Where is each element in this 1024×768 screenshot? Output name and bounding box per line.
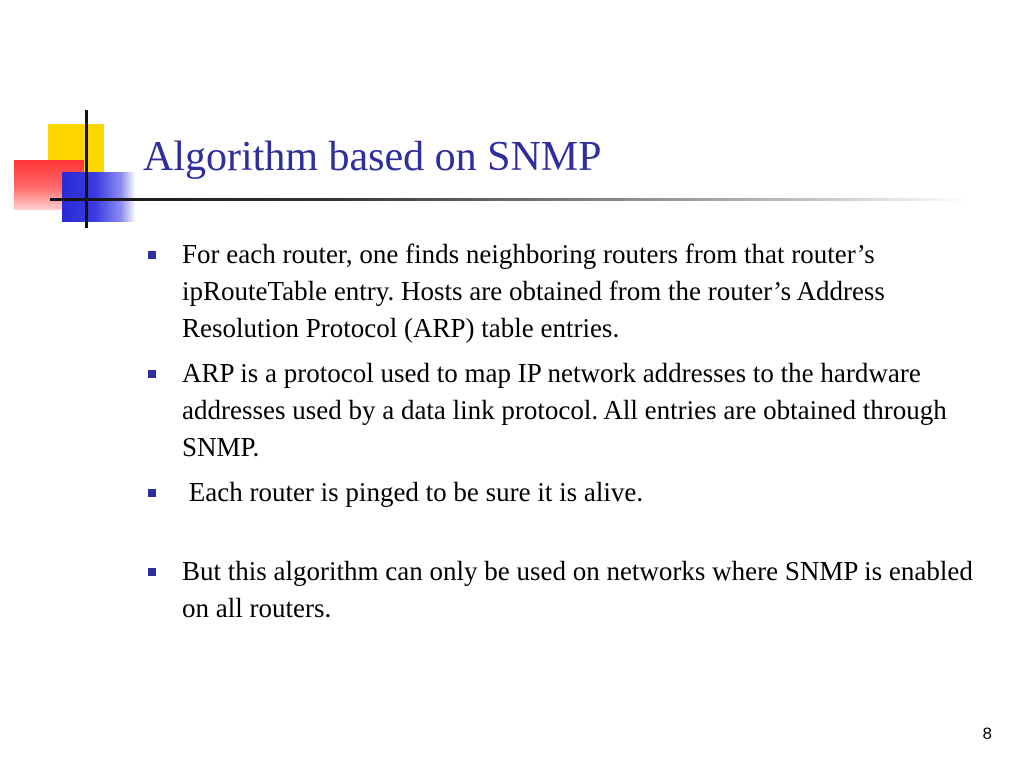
bullet-text: ARP is a protocol used to map IP network addresses to the hardware addresses used by a data link protocol. All entries are obtained through SNMP. xyxy=(182,358,947,462)
bullet-square-icon xyxy=(148,370,156,378)
title-underline xyxy=(50,198,970,201)
bullet-item xyxy=(146,355,1006,466)
slide-title: Algorithm based on SNMP xyxy=(143,134,602,180)
bullet-text: For each router, one finds neighboring routers from that router’s ipRouteTable entry. Hosts are obtained from the router’s Address Resolution Protocol (ARP) table entries. xyxy=(182,239,885,343)
bullet-square-icon xyxy=(148,251,156,259)
page-number: 8 xyxy=(982,724,992,743)
bullet-text: Each router is pinged to be sure it is alive. xyxy=(182,477,644,507)
bullet-item xyxy=(146,553,1006,627)
bullet-square-icon xyxy=(148,489,156,497)
bullet-square-icon xyxy=(148,568,156,576)
bullet-item xyxy=(146,236,1006,347)
bullet-item xyxy=(146,474,1006,511)
bullet-list xyxy=(146,236,1006,627)
logo-blue-square xyxy=(62,172,136,222)
decorative-logo xyxy=(0,0,150,240)
bullet-text: But this algorithm can only be used on networks where SNMP is enabled on all routers. xyxy=(182,556,973,623)
logo-vertical-line xyxy=(85,110,88,228)
